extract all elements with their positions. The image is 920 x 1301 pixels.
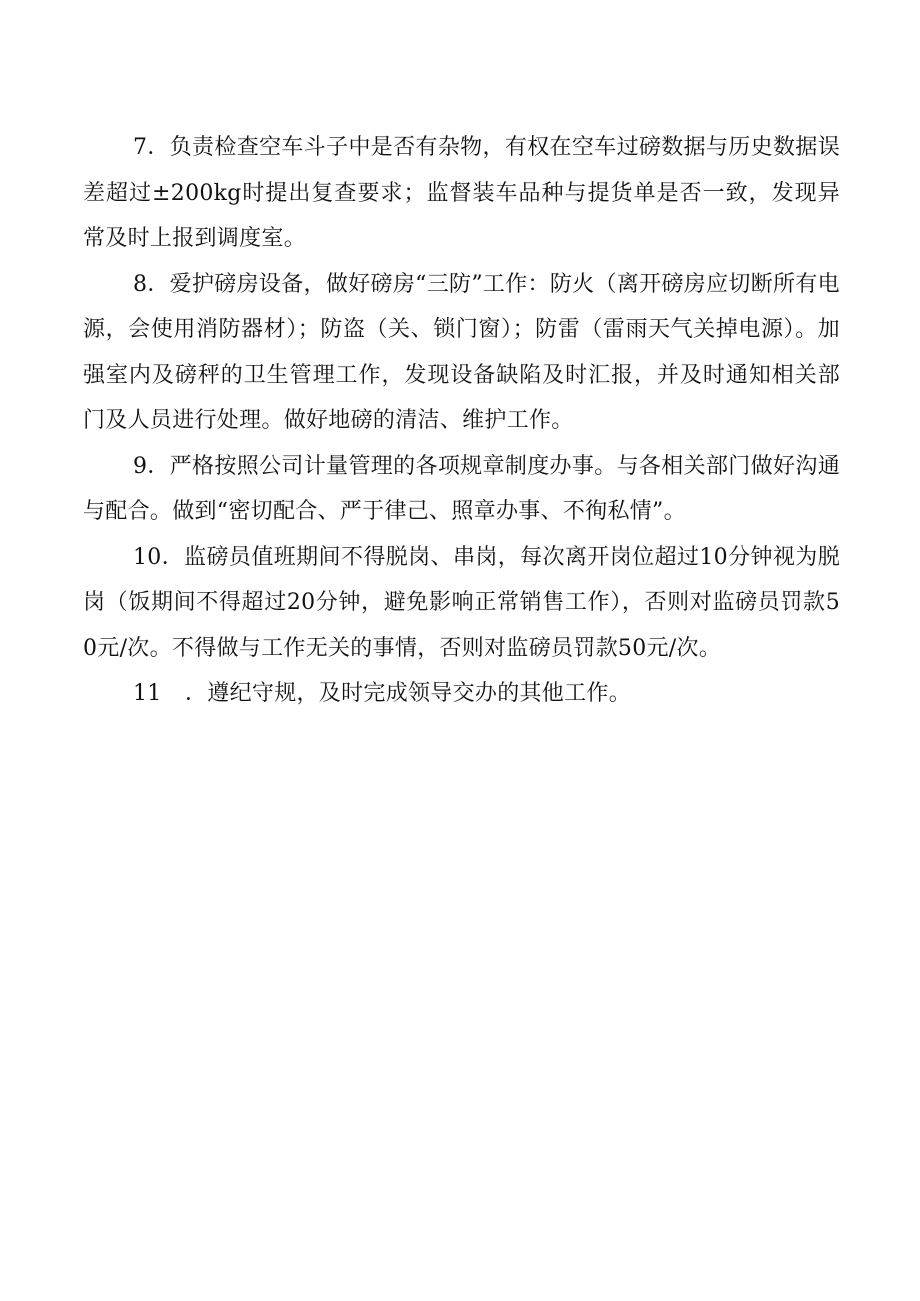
list-item-9: [83, 444, 840, 535]
item-number: 7: [133, 135, 148, 160]
list-item-11: [83, 671, 840, 717]
item-number: 8: [133, 271, 148, 297]
item-number: 11: [133, 681, 162, 706]
item-text: ．负责检查空车斗子中是否有杂物，有权在空车过磅数据与历史数据误差超过±200kg时提出复查要求；监督装车品种与提货单是否一致，发现异常及时上报到调度室。: [83, 135, 840, 251]
item-number: 9: [133, 453, 148, 479]
item-text: ．监磅员值班期间不得脱岗、串岗，每次离开岗位超过10分钟视为脱岗（饭期间不得超过20分钟，避免影响正常销售工作），否则对监磅员罚款50元/次。不得做与工作无关的事情，否则对监磅员罚款50元/次。: [83, 544, 840, 661]
list-item-7: [83, 125, 840, 262]
document-body: [83, 125, 840, 717]
item-number: 10: [133, 544, 162, 570]
list-item-8: [83, 262, 840, 444]
item-text: ．爱护磅房设备，做好磅房“三防”工作：防火（离开磅房应切断所有电源，会使用消防器材）；防盗（关、锁门窗）；防雷（雷雨天气关掉电源）。加强室内及磅秤的卫生管理工作，发现设备缺陷及时汇报，并及时通知相关部门及人员进行处理。做好地磅的清洁、维护工作。: [83, 271, 840, 433]
item-text: ．遵纪守规，及时完成领导交办的其他工作。: [185, 681, 632, 706]
list-item-10: [83, 535, 840, 672]
item-text: ．严格按照公司计量管理的各项规章制度办事。与各相关部门做好沟通与配合。做到“密切配合、严于律己、照章办事、不徇私情”。: [83, 453, 840, 524]
